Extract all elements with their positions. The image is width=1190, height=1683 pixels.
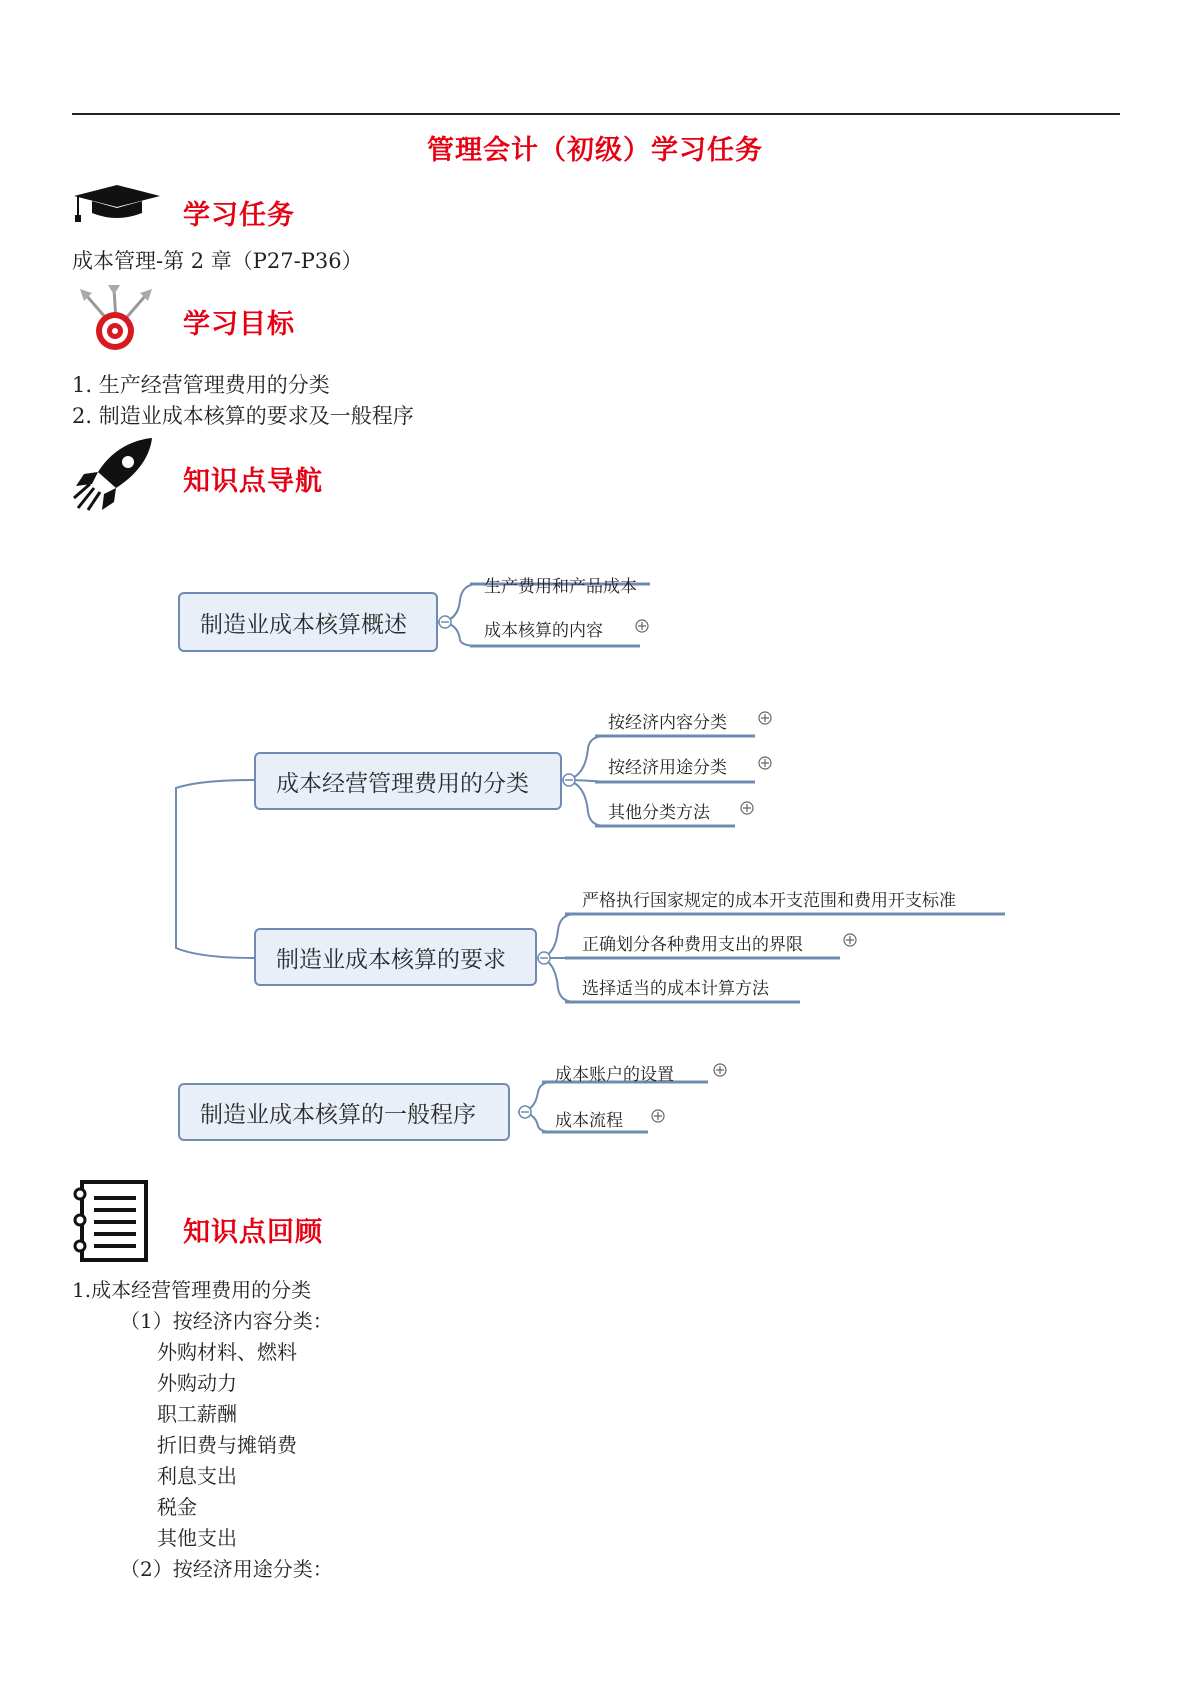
mindmap-leaf-cost-flow[interactable]: 成本流程 [555,1111,623,1131]
document-title: 管理会计（初级）学习任务 [427,135,763,166]
review-line: 其他支出 [157,1526,237,1550]
mindmap-leaf-by-economic-content[interactable]: 按经济内容分类 [608,713,727,733]
goal-item-2: 2. 制造业成本核算的要求及一般程序 [72,404,414,428]
mindmap-leaf-divide-expenses[interactable]: 正确划分各种费用支出的界限 [582,935,803,955]
review-line: 外购材料、燃料 [157,1340,297,1364]
review-line: （2）按经济用途分类： [120,1557,333,1581]
review-line: 税金 [157,1495,197,1519]
mindmap-leaf-by-economic-use[interactable]: 按经济用途分类 [608,758,727,778]
mindmap-node-requirements[interactable]: 制造业成本核算的要求 [254,928,537,986]
notebook-icon [72,1180,150,1262]
goal-item-1: 1. 生产经营管理费用的分类 [72,373,330,397]
mindmap-leaf-account-setup[interactable]: 成本账户的设置 [555,1065,674,1085]
review-line: （1）按经济内容分类： [120,1309,333,1333]
section-heading-navigation: 知识点导航 [183,466,323,497]
section-heading-task: 学习任务 [183,200,295,231]
mindmap-node-general-procedure[interactable]: 制造业成本核算的一般程序 [178,1083,510,1141]
section-heading-review: 知识点回顾 [183,1217,323,1248]
mindmap-leaf-choose-method[interactable]: 选择适当的成本计算方法 [582,979,769,999]
review-line: 外购动力 [157,1371,237,1395]
review-line: 职工薪酬 [157,1402,237,1426]
review-line: 折旧费与摊销费 [157,1433,297,1457]
mindmap-node-overview[interactable]: 制造业成本核算概述 [178,592,438,652]
task-text: 成本管理-第 2 章（P27-P36） [72,249,363,273]
mindmap-leaf-production-cost[interactable]: 生产费用和产品成本 [484,577,637,597]
review-line: 利息支出 [157,1464,237,1488]
review-line: 1.成本经营管理费用的分类 [72,1278,312,1302]
mindmap-leaf-cost-accounting-content[interactable]: 成本核算的内容 [484,621,603,641]
section-heading-goals: 学习目标 [183,309,295,340]
mindmap-node-expense-classification[interactable]: 成本经营管理费用的分类 [254,752,562,810]
mindmap-leaf-other-methods[interactable]: 其他分类方法 [608,803,710,823]
mindmap-leaf-follow-standards[interactable]: 严格执行国家规定的成本开支范围和费用开支标准 [582,891,956,911]
